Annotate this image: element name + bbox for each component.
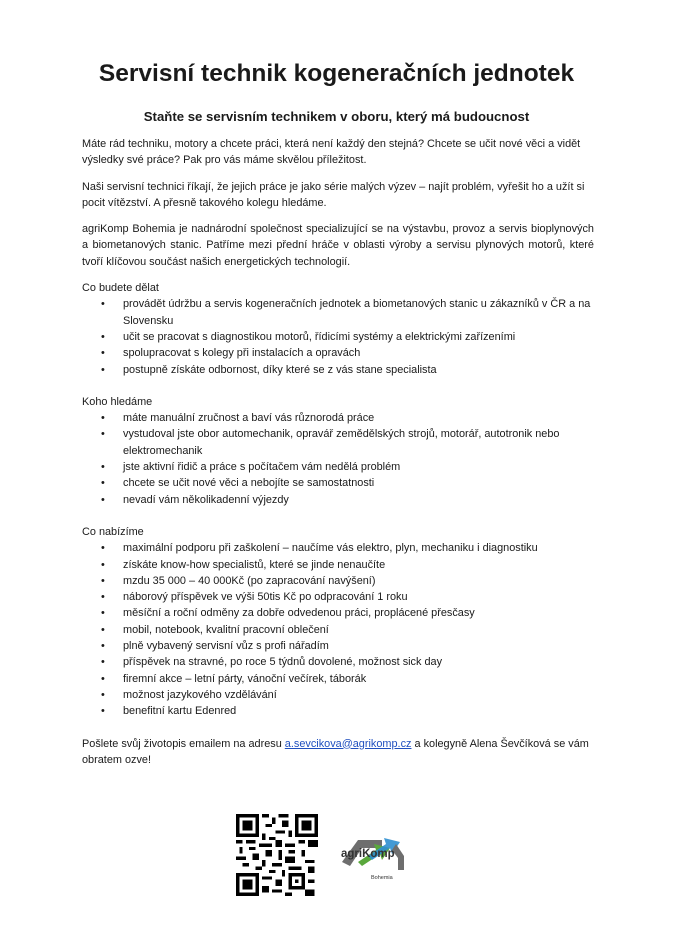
qr-code-icon [236,814,318,896]
list-item: • mzdu 35 000 – 40 000Kč (po zapracování navýšení) [82,573,594,589]
list-item: • získáte know-how specialistů, které se jinde nenaučíte [82,557,594,573]
list-item: • chcete se učit nové věci a nebojíte se samostatnosti [82,475,594,491]
list-item: • provádět údržbu a servis kogeneračních jednotek a biometanových stanic u zákazníků v ČR a na Slovensku [82,296,594,329]
email-link[interactable]: a.sevcikova@agrikomp.cz [284,737,412,750]
list-item: • možnost jazykového vzdělávání [82,687,594,703]
duties-list [82,296,594,377]
logo-wordmark: agriKomp [341,848,395,860]
list-item: • měsíční a roční odměny za dobře odvedenou práci, proplácené přesčasy [82,605,594,621]
section-title: Co budete dělat [82,282,159,295]
list-item: • náborový příspěvek ve výši 50tis Kč po odpracování 1 roku [82,589,594,605]
closing-text-end: a kolegyně Alena Ševčíková se vám obratem ozve! [82,737,589,766]
section-title: Co nabízíme [82,525,144,538]
list-item: • nevadí vám několikadenní výjezdy [82,492,594,508]
list-item: • mobil, notebook, kvalitní pracovní oblečení [82,622,594,638]
list-item: • máte manuální zručnost a baví vás různorodá práce [82,410,594,426]
list-item: • učit se pracovat s diagnostikou motorů, řídicími systémy a elektrickými zařízeními [82,329,594,345]
intro-paragraph-3: agriKomp Bohemia je nadnárodní společnost specializující se na výstavbu, provoz a servis bioplynových a biometanových stanic. Patříme mezi přední hráče v oblasti výroby a servisu plynových motorů, které tvoří klíčovou součást našich energetických technologií. [82,223,594,268]
closing-text-start: Pošlete svůj životopis emailem na adresu [82,737,285,750]
list-item: • příspěvek na stravné, po roce 5 týdnů dovolené, možnost sick day [82,654,594,670]
intro-paragraph-1: Máte rád techniku, motory a chcete práci, která není každý den stejná? Chcete se učit nové věci a vidět výsledky své práce? Pak pro vás máme skvělou příležitost. [82,138,581,167]
closing-paragraph [82,736,594,769]
page-title: Servisní technik kogeneračních jednotek [98,60,575,87]
section-benefits [82,524,594,720]
list-item: • firemní akce – letní párty, vánoční večírek, táborák [82,671,594,687]
requirements-list [82,410,594,508]
content-body [82,136,594,778]
section-title: Koho hledáme [82,395,153,408]
list-item: • maximální podporu při zaškolení – naučíme vás elektro, plyn, mechaniku i diagnostiku [82,540,594,556]
list-item: • vystudoval jste obor automechanik, opravář zemědělských strojů, motorář, autotronik nebo elektromechanik [82,426,594,459]
list-item: • postupně získáte odbornost, díky které se z vás stane specialista [82,362,594,378]
section-requirements [82,394,594,508]
list-item: • jste aktivní řidič a práce s počítačem vám nedělá problém [82,459,594,475]
intro-paragraph-2: Naši servisní technici říkají, že jejich práce je jako série malých výzev – najít problém, vyřešit ho a užít si pocit vítězství. A přesně takového kolegu hledáme. [82,180,585,209]
logo-subtext: Bohemia [371,875,393,881]
page-subtitle: Staňte se servisním technikem v oboru, který má budoucnost [143,109,530,124]
benefits-list [82,540,594,719]
section-duties [82,280,594,378]
footer [0,812,673,902]
list-item: • plně vybavený servisní vůz s profi nářadím [82,638,594,654]
list-item: • benefitní kartu Edenred [82,703,594,719]
list-item: • spolupracovat s kolegy při instalacích a opravách [82,345,594,361]
